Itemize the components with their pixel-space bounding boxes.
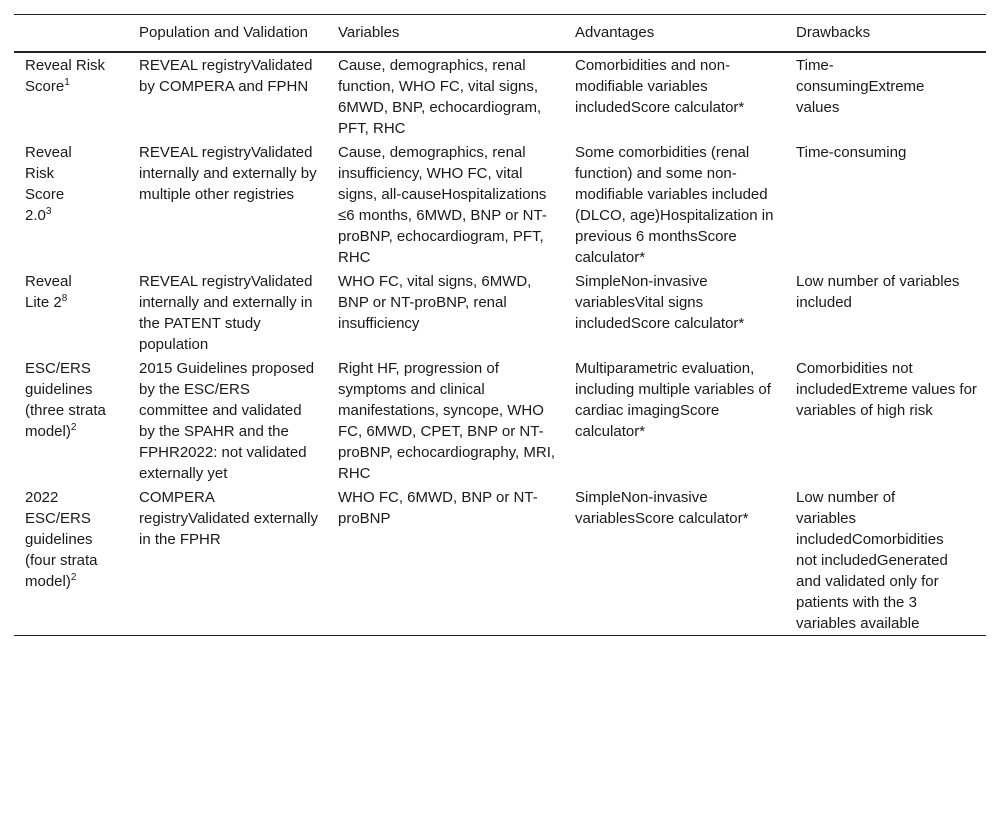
advantages-cell: Comorbidities and non-modifiable variables includedScore calculator* xyxy=(575,57,745,116)
reference-superscript: 2 xyxy=(70,422,77,433)
table-row xyxy=(14,140,986,269)
drawbacks-cell: Comorbidities not includedExtreme values for variables of high risk xyxy=(796,360,977,419)
population-cell: REVEAL registryValidated by COMPERA and FPHN xyxy=(139,57,313,95)
drawbacks-cell: Low number of variables includedComorbidities not includedGenerated and validated only for patients with the 3 variables available xyxy=(796,489,948,632)
reference-superscript: 8 xyxy=(61,293,68,304)
variables-cell: Right HF, progression of symptoms and clinical manifestations, syncope, WHO FC, 6MWD, CPET, BNP or NT-proBNP, echocardiography, MRI, RHC xyxy=(338,360,556,482)
advantages-cell: Multiparametric evaluation, including multiple variables of cardiac imagingScore calculator* xyxy=(575,360,771,440)
model-name-cell xyxy=(14,140,128,269)
advantages-cell: SimpleNon-invasive variablesVital signs includedScore calculator* xyxy=(575,273,745,332)
header-drawbacks: Drawbacks xyxy=(796,24,871,41)
model-name: Reveal Lite 2 xyxy=(25,273,72,311)
header-advantages: Advantages xyxy=(575,24,655,41)
risk-score-comparison-table xyxy=(14,14,986,636)
model-name-cell xyxy=(14,356,128,485)
population-cell: REVEAL registryValidated internally and externally by multiple other registries xyxy=(139,144,317,203)
model-name: Reveal Risk Score xyxy=(25,57,106,95)
drawbacks-cell: Low number of variables included xyxy=(796,273,960,311)
variables-cell: WHO FC, vital signs, 6MWD, BNP or NT-proBNP, renal insufficiency xyxy=(338,273,532,332)
model-name-cell xyxy=(14,485,128,636)
advantages-cell: Some comorbidities (renal function) and some non-modifiable variables included (DLCO, age)Hospitalization in previous 6 monthsScore calculator* xyxy=(575,144,774,266)
model-name: 2022 ESC/ERS guidelines (four strata model) xyxy=(25,489,98,590)
drawbacks-cell: Time-consumingExtreme values xyxy=(796,57,925,116)
population-cell: 2015 Guidelines proposed by the ESC/ERS committee and validated by the SPAHR and the FPHR2022: not validated externally yet xyxy=(139,360,315,482)
variables-cell: WHO FC, 6MWD, BNP or NT-proBNP xyxy=(338,489,538,527)
table-row xyxy=(14,52,986,140)
table-row xyxy=(14,269,986,356)
population-cell: REVEAL registryValidated internally and externally in the PATENT study population xyxy=(139,273,313,353)
table-row xyxy=(14,356,986,485)
header-model xyxy=(14,15,128,53)
model-name: ESC/ERS guidelines (three strata model) xyxy=(25,360,106,440)
reference-superscript: 2 xyxy=(70,572,77,583)
model-name-cell xyxy=(14,269,128,356)
drawbacks-cell: Time-consuming xyxy=(796,144,907,161)
table-row xyxy=(14,485,986,636)
risk-score-table-container xyxy=(14,14,986,636)
variables-cell: Cause, demographics, renal insufficiency, WHO FC, vital signs, all-causeHospitalizations ≤6 months, 6MWD, BNP or NT-proBNP, echocardiogram, PFT, RHC xyxy=(338,144,547,266)
advantages-cell: SimpleNon-invasive variablesScore calculator* xyxy=(575,489,749,527)
model-name-cell xyxy=(14,52,128,140)
model-name: Reveal Risk Score 2.0 xyxy=(25,144,72,224)
reference-superscript: 1 xyxy=(64,77,70,88)
table-header-row xyxy=(14,15,986,53)
header-variables: Variables xyxy=(338,24,400,41)
reference-superscript: 3 xyxy=(45,206,52,217)
variables-cell: Cause, demographics, renal function, WHO FC, vital signs, 6MWD, BNP, echocardiogram, PFT, RHC xyxy=(338,57,542,137)
population-cell: COMPERA registryValidated externally in the FPHR xyxy=(139,489,318,548)
header-population: Population and Validation xyxy=(139,24,309,41)
